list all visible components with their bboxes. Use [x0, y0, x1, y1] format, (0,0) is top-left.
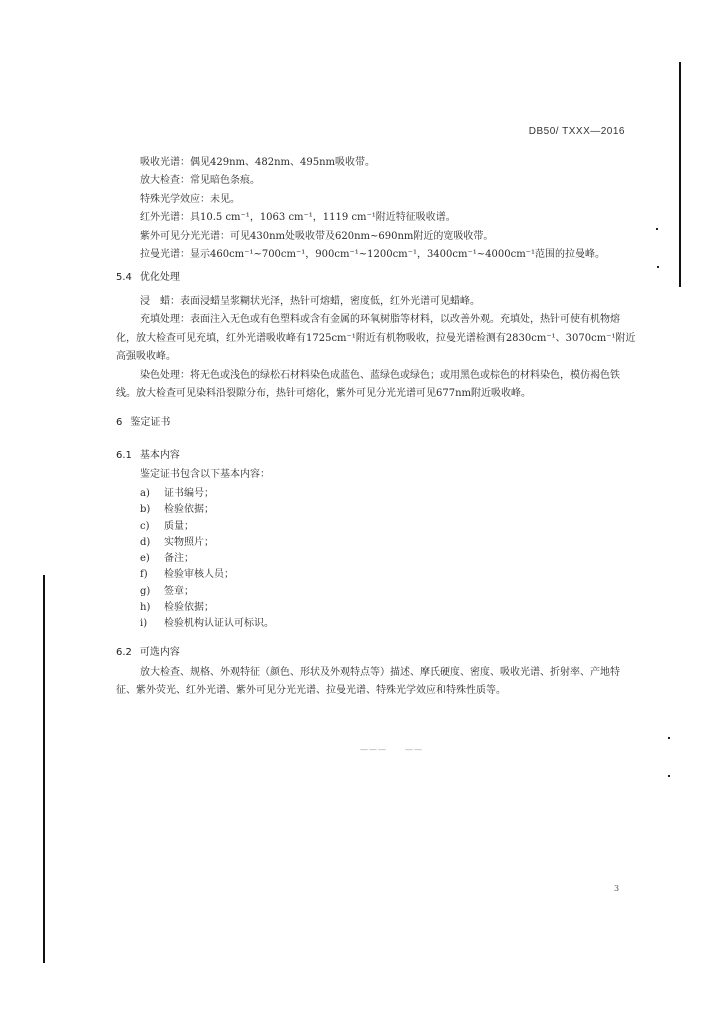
list-item: c) 质量；	[140, 520, 194, 532]
spectra-properties-list	[116, 154, 636, 264]
infrared-spectrum-line: 红外光谱：具10.5 cm⁻¹，1063 cm⁻¹，1119 cm⁻¹附近特征吸收谱。	[140, 212, 456, 224]
scan-speck	[668, 775, 670, 777]
optical-effect-line: 特殊光学效应：未见。	[140, 193, 240, 205]
list-item: d) 实物照片；	[140, 536, 214, 548]
standard-code: DB50/ TXXX—2016	[528, 126, 625, 137]
wax-impregnation-paragraph: 浸 蜡：表面浸蜡呈浆糊状光泽，热针可熔蜡，密度低，红外光谱可见蜡峰。	[140, 296, 480, 307]
list-item: i) 检验机构认证认可标识。	[140, 618, 274, 630]
end-of-text-mark: ——— ——	[360, 745, 423, 754]
list-item: g) 签章；	[140, 585, 194, 597]
section-number: 5.4	[116, 272, 132, 283]
optional-content	[116, 664, 636, 701]
section-title: 可选内容	[139, 647, 180, 658]
absorption-spectrum-line: 吸收光谱：偶见429nm、482nm、495nm吸收带。	[140, 157, 376, 168]
section-number: 6	[116, 417, 123, 428]
section-6-heading	[116, 413, 170, 428]
raman-spectrum-line: 拉曼光谱：显示460cm⁻¹~700cm⁻¹，900cm⁻¹~1200cm⁻¹，3400cm⁻¹~4000cm⁻¹范围的拉曼峰。	[140, 249, 605, 261]
section-6-2-heading	[116, 643, 180, 658]
scan-speck	[668, 737, 670, 739]
list-item: h) 检验依据；	[140, 602, 214, 614]
scan-border-right	[679, 62, 681, 287]
scan-speck	[657, 266, 659, 268]
scan-border-left	[43, 575, 45, 963]
scan-speck	[656, 228, 658, 230]
list-item: a) 证书编号；	[140, 488, 214, 499]
section-title: 鉴定证书	[130, 417, 171, 428]
filling-treatment-paragraph: 充填处理：表面注入无色或有色塑料或含有金属的环氧树脂等材料，以改善外观。充填处，热针可使有机物熔化，放大检查可见充填，红外光谱吸收峰有1725cm⁻¹附近有机物吸收，拉曼光谱检测有2830cm⁻¹、3070cm⁻¹附近高强吸收峰。	[116, 314, 636, 363]
section-5-4-heading	[116, 268, 180, 283]
list-item: e) 备注；	[140, 553, 194, 565]
uv-vis-spectrum-line: 紫外可见分光光谱：可见430nm处吸收带及620nm~690nm附近的宽吸收带。	[140, 230, 494, 242]
section-title: 优化处理	[139, 272, 180, 283]
section-number: 6.1	[116, 450, 132, 461]
treatment-paragraphs	[116, 293, 636, 403]
optional-content-paragraph: 放大检查、规格、外观特征（颜色、形状及外观特点等）描述、摩氏硬度、密度、吸收光谱、折射率、产地特征、紫外荧光、红外光谱、紫外可见分光光谱、拉曼光谱、特殊光学效应和特殊性质等。	[116, 667, 620, 697]
section-6-1-heading	[116, 446, 180, 461]
intro-line: 鉴定证书包含以下基本内容：	[140, 469, 270, 480]
basic-content-list	[140, 486, 540, 633]
dyeing-treatment-paragraph: 染色处理：将无色或浅色的绿松石材料染色成蓝色、蓝绿色或绿色；或用黑色或棕色的材料染色，模仿褐色铁线。放大检查可见染料沿裂隙分布，热针可熔化，紫外可见分光光谱可见677nm附近吸收峰。	[116, 369, 620, 400]
page-number: 3	[614, 884, 620, 893]
section-title: 基本内容	[139, 450, 180, 461]
magnification-line: 放大检查：常见暗色条痕。	[140, 175, 260, 187]
list-item: b) 检验依据；	[140, 504, 214, 516]
list-item: f) 检验审核人员；	[140, 569, 234, 581]
section-number: 6.2	[116, 647, 132, 658]
basic-content-intro	[116, 466, 636, 484]
